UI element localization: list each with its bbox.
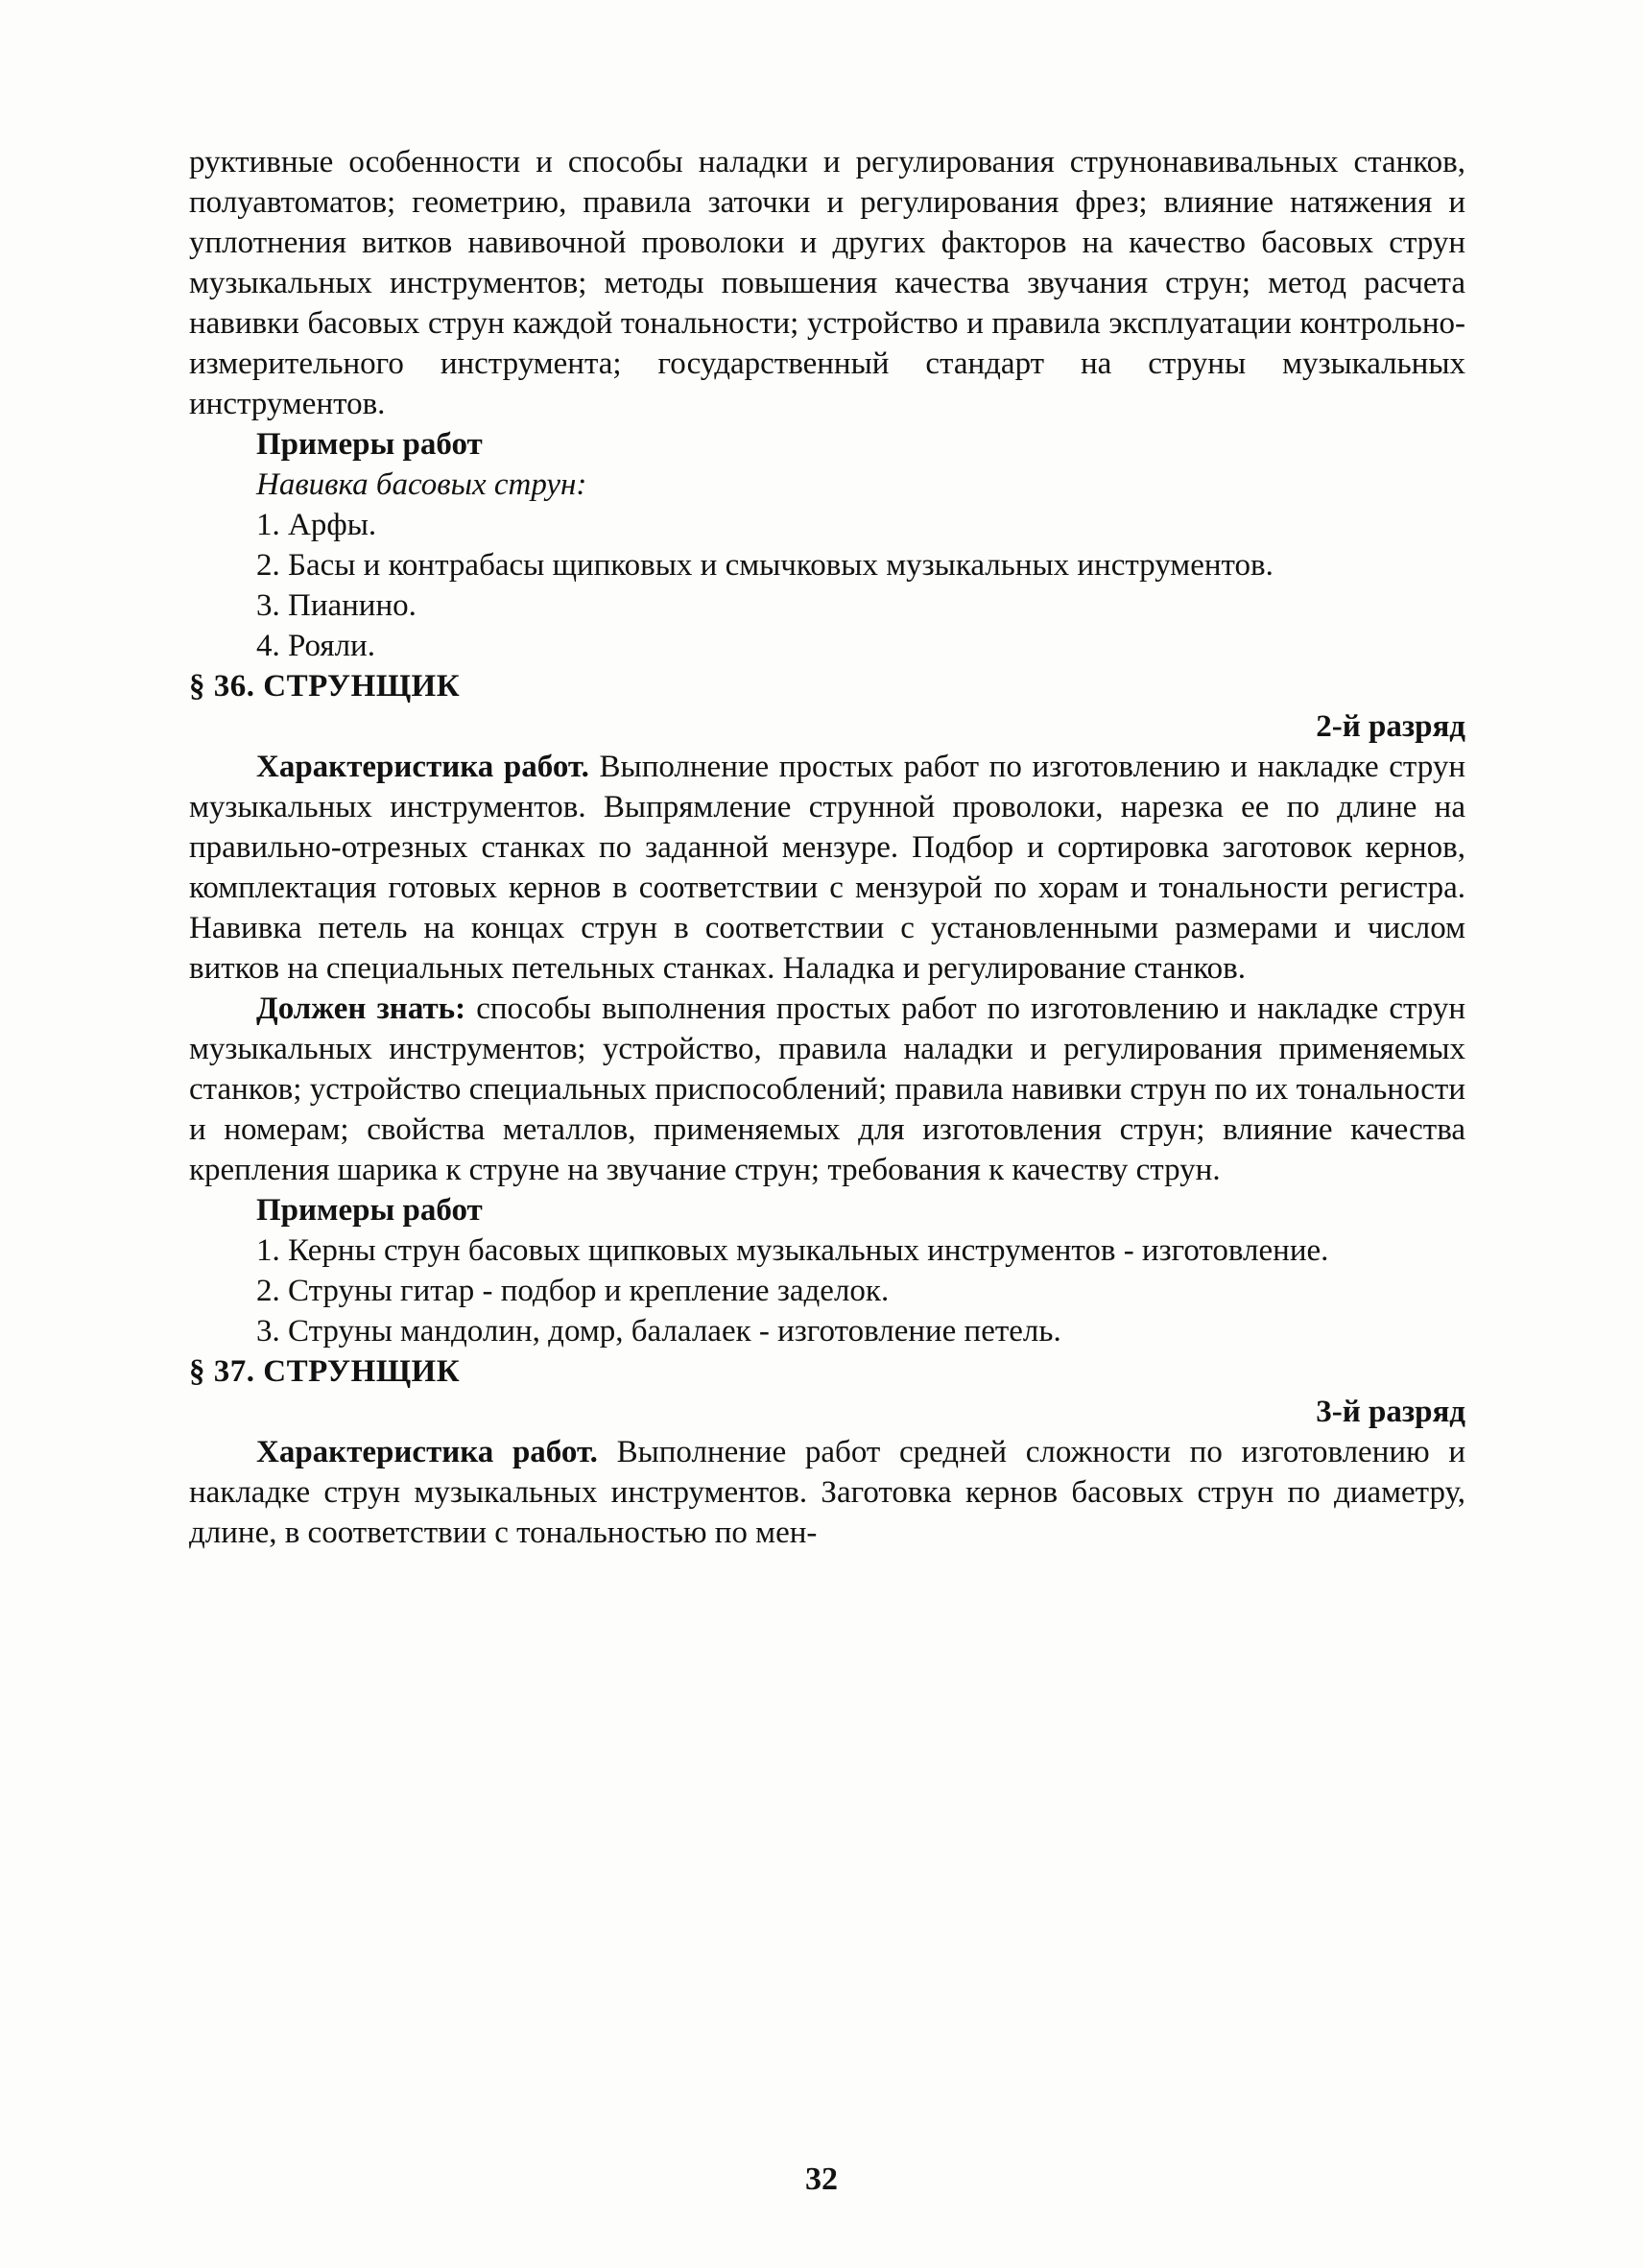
section-36-examples-title: Примеры работ [256,1193,483,1228]
must-know-text: способы выполнения простых работ по изготовлению и накладке струн музыкальных инструментов; устройство, правила наладки и регулирования применяемых станков; устройство специальных приспособлений; правила навивки струн по их тональности и номерам; свойства металлов, применяемых для изготовления струн; влияние качества крепления шарика к струне на звучание струн; требования к качеству струн. [189,991,1466,1187]
section-36-characteristics [189,747,1465,989]
must-know-label: Должен знать: [256,991,466,1026]
example-item: 2. Басы и контрабасы щипковых и смычковых музыкальных инструментов. [256,548,1274,583]
example-item: 3. Струны мандолин, домр, балалаек - изготовление петель. [256,1314,1061,1349]
section-37-grade: 3-й разряд [1316,1395,1465,1429]
examples-subtitle: Навивка басовых струн: [256,467,587,502]
example-item: 2. Струны гитар - подбор и крепление заделок. [256,1274,890,1308]
characteristics-label: Характеристика работ. [256,750,589,784]
characteristics-label: Характеристика работ. [256,1435,598,1469]
page-number: 32 [805,2161,838,2197]
example-item: 4. Рояли. [256,629,375,663]
example-item: 1. Арфы. [256,508,377,542]
paragraph-continuation: руктивные особенности и способы наладки и регулирования струнонавивальных станков, полуавтоматов; геометрию, правила заточки и регулирования фрез; влияние натяжения и уплотнения витков навивочной проволоки и других факторов на качество басовых струн музыкальных инструментов; методы повышения качества звучания струн; метод расчета навивки басовых струн каждой тональности; устройство и правила эксплуатации контрольно-измерительного инструмента; государственный стандарт на струны музыкальных инструментов. [189,145,1465,421]
section-36-grade: 2-й разряд [1316,709,1465,744]
characteristics-text: Выполнение простых работ по изготовлению и накладке струн музыкальных инструментов. Выпрямление струнной проволоки, нарезка ее по длине на правильно-отрезных станках по заданной мензуре. Подбор и сортировка заготовок кернов, комплектация готовых кернов в соответствии с мензурой по хорам и тональности регистра. Навивка петель на концах струн в соответствии с установленными размерами и числом витков на специальных петельных станках. Наладка и регулирование станков. [189,750,1465,986]
section-37-characteristics [189,1432,1465,1553]
section-37-heading: § 37. СТРУНЩИК [189,1354,461,1389]
characteristics-text: Выполнение работ средней сложности по изготовлению и накладке струн музыкальных инструментов. Заготовка кернов басовых струн по диаметру, длине, в соответствии с тональностью по мен- [189,1435,1465,1550]
text-block [189,142,1465,1553]
examples-title: Примеры работ [256,427,483,462]
section-36-must-know [189,989,1465,1190]
example-item: 1. Керны струн басовых щипковых музыкальных инструментов - изготовление. [256,1233,1329,1268]
section-36-heading: § 36. СТРУНЩИК [189,669,461,704]
example-item: 3. Пианино. [256,588,417,623]
